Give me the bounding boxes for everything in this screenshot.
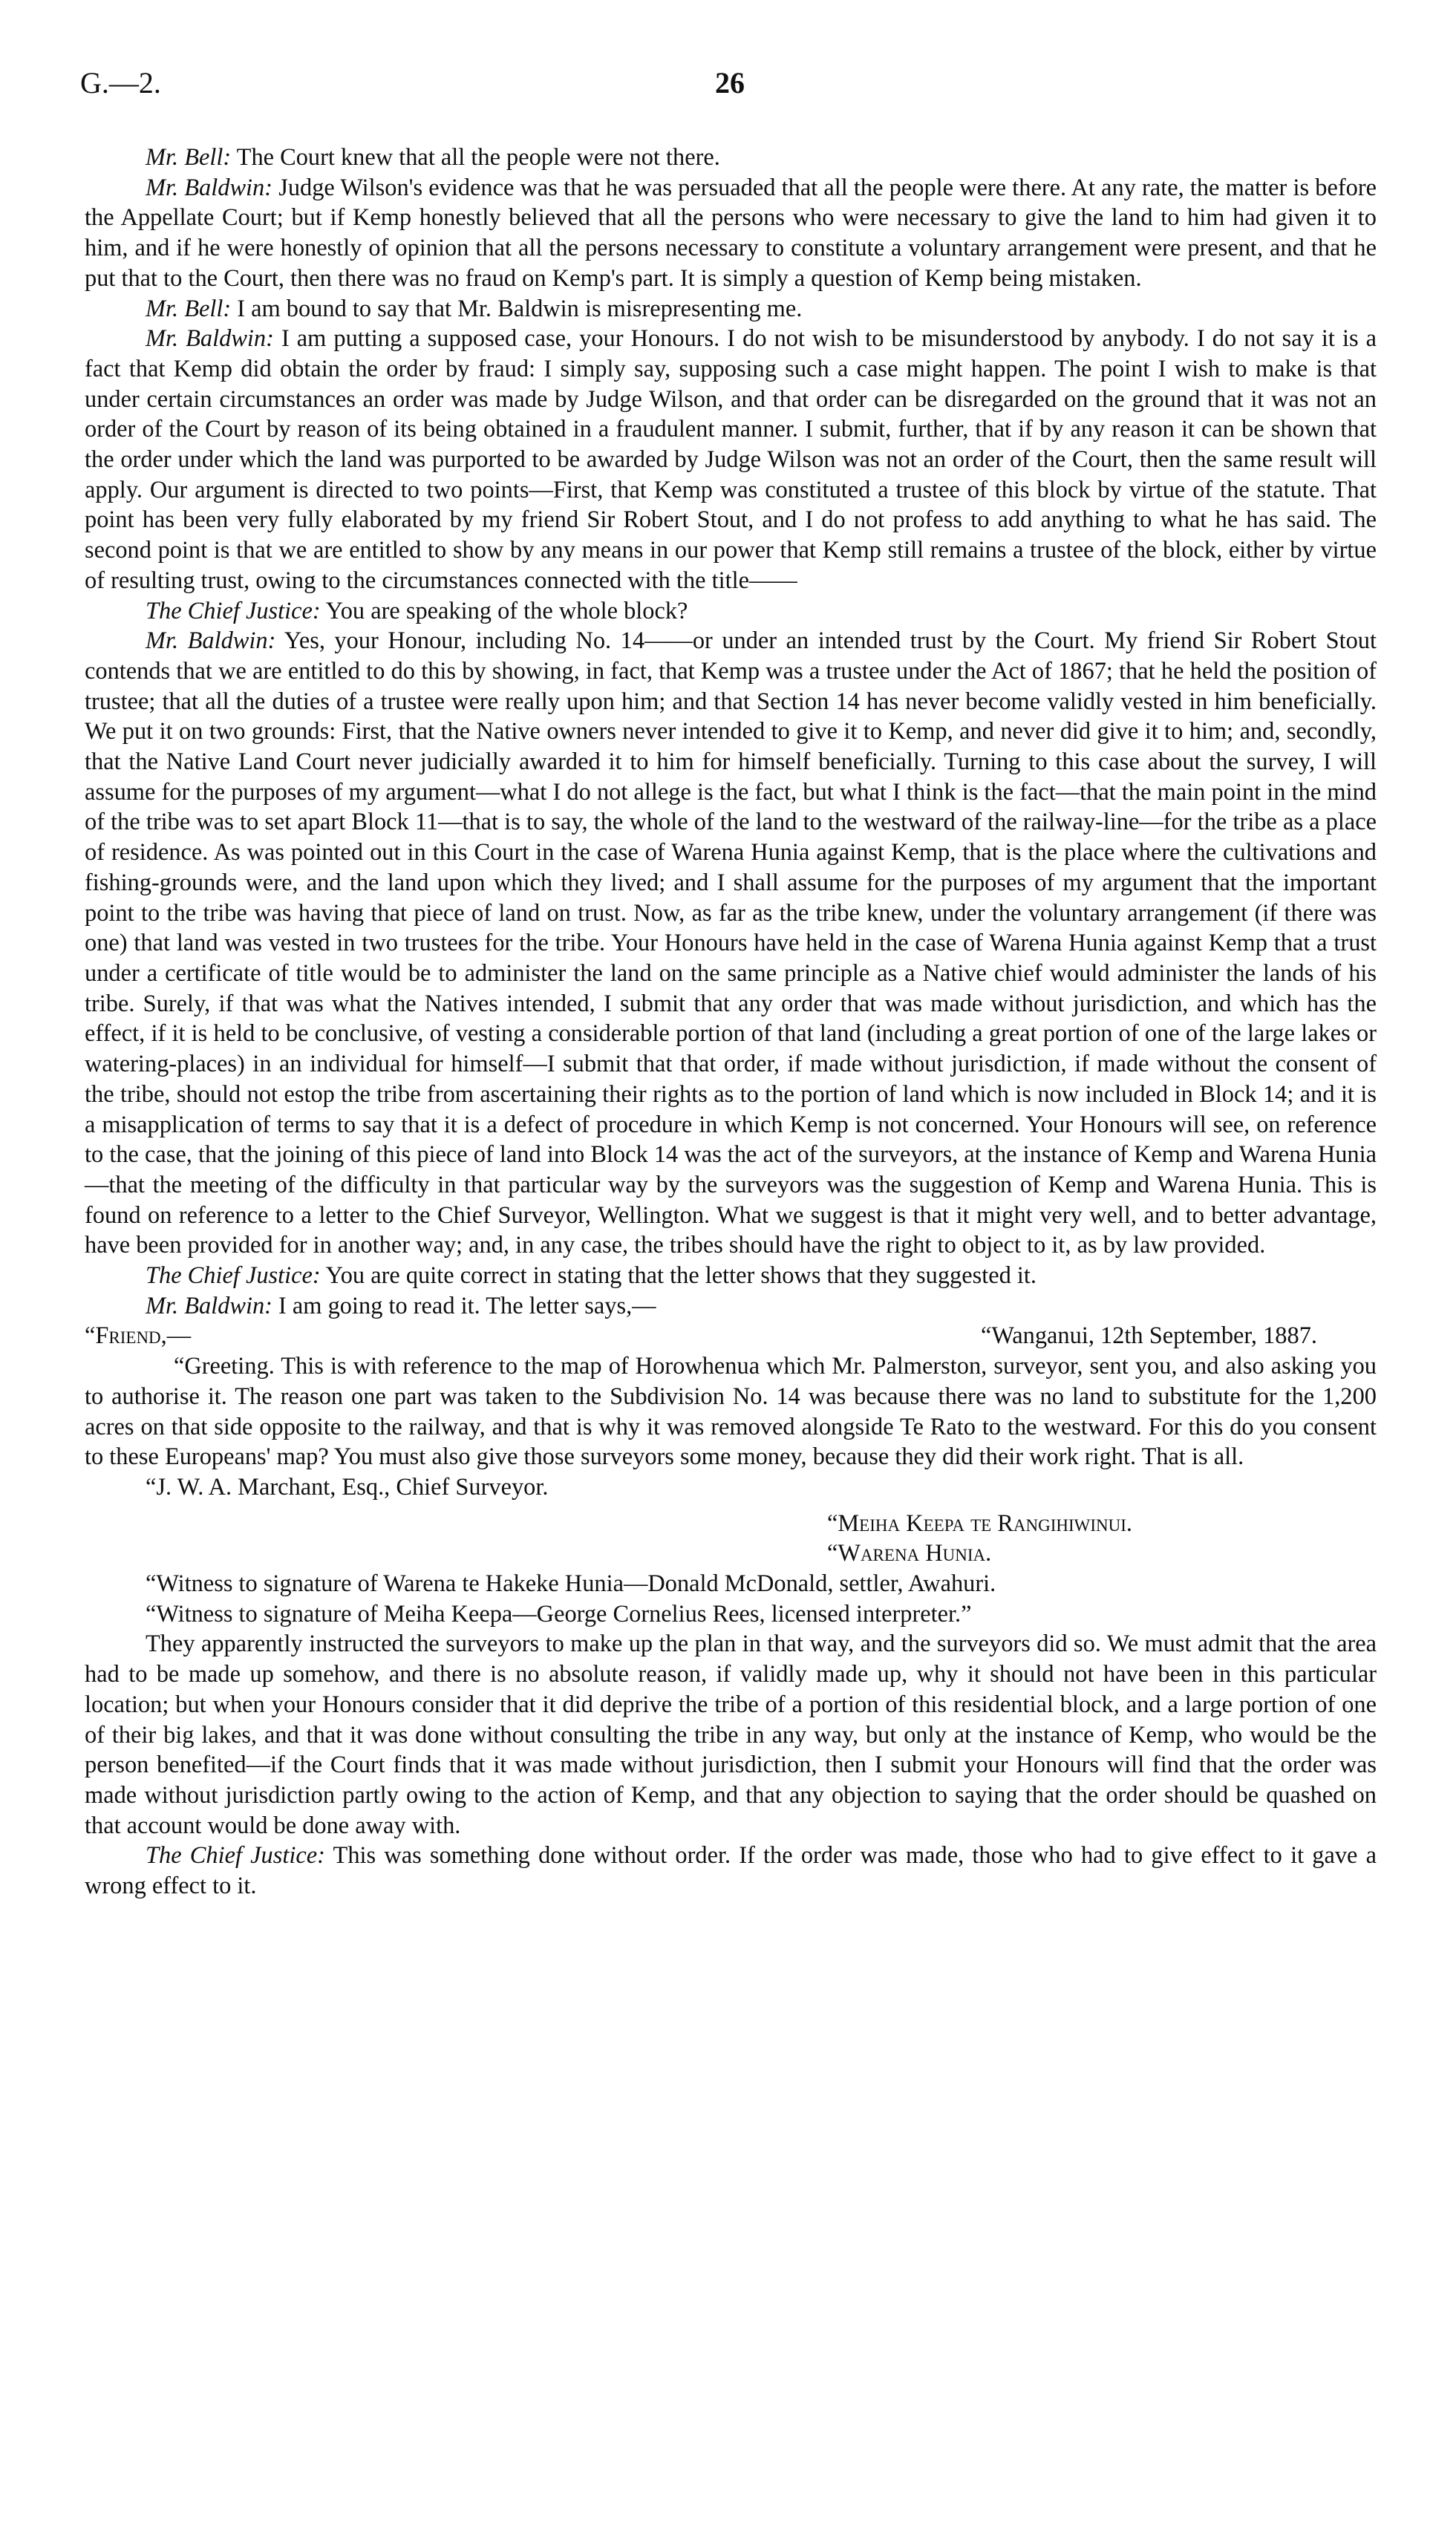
paragraph-chief-justice-3 <box>85 1841 1377 1901</box>
paragraph-baldwin-4 <box>85 1291 1377 1322</box>
letter-body: “Greeting. This is with reference to the map of Horowhenua which Mr. Palmerston, surveyor, sent you, and also asking you to authorise it. The reason one part was taken to the Subdivision No. 14 was because there was no land to substitute for the 1,200 acres on that side opposite to the railway, and that is why it was removed alongside Te Rato to the westward. For this do you consent to these Europeans' map? You must also give those surveyors some money, because they did their work right. That is all. <box>85 1353 1377 1471</box>
speech-text: This was something done without order. If the order was made, those who had to give effect to it gave a wrong effect to it. <box>85 1842 1377 1900</box>
speech-text: I am going to read it. The letter says,— <box>272 1292 656 1319</box>
speech-text: The Court knew that all the people were not there. <box>231 144 720 171</box>
speaker-name: Mr. Baldwin: <box>146 627 276 655</box>
speaker-name: Mr. Bell: <box>146 295 232 322</box>
speaker-name: Mr. Bell: <box>146 144 232 171</box>
paragraph-bell-1 <box>85 143 1377 173</box>
speaker-name: Mr. Baldwin: <box>146 174 273 201</box>
paragraph-after-letter: They apparently instructed the surveyors to make up the plan in that way, and the surveyors did so. We must admit that the area had to be made up somehow, and there is no absolute reason, if validly made up, why it should not have been in this particular location; but when your Honours consider that it did deprive the tribe of a portion of this residential block, and a large portion of one of their big lakes, and that it was done without consulting the tribe in any way, but only at the instance of Kemp, who would be the person benefited—if the Court finds that it was made without jurisdiction, then I submit your Honours will find that the order was made without jurisdiction partly owing to the action of Kemp, and that any objection to saying that the order should be quashed on that account would be done away with. <box>85 1630 1377 1839</box>
speaker-name: Mr. Baldwin: <box>146 1292 272 1319</box>
speaker-name: Mr. Baldwin: <box>146 325 274 353</box>
letter-salutation: “Friend,— <box>85 1322 192 1350</box>
speech-text: I am bound to say that Mr. Baldwin is misrepresenting me. <box>231 295 803 322</box>
paragraph-baldwin-2 <box>85 324 1377 595</box>
paragraph-bell-2 <box>85 294 1377 324</box>
paragraph-baldwin-1 <box>85 173 1377 294</box>
paragraph-chief-justice-2 <box>85 1261 1377 1291</box>
page-number: 26 <box>715 66 745 99</box>
letter-signature-2: “Warena Hunia. <box>827 1540 992 1567</box>
letter-witness-2: “Witness to signature of Meiha Keepa—George Cornelius Rees, licensed interpreter.” <box>146 1600 972 1628</box>
speech-text: Yes, your Honour, including No. 14——or under an intended trust by the Court. My friend Sir Robert Stout contends that we are entitled to do this by showing, in fact, that Kemp was a trustee under the Act of 1867; that he held the position of trustee; that all the duties of a trustee were really upon him; and that Section 14 has never become validly vested in him beneficially. We put it on two grounds: First, that the Native owners never intended to give it to Kemp, and never did give it to him; and, secondly, that the Native Land Court never judicially awarded it to him for himself beneficially. Turning to this case about the survey, I will assume for the purposes of my argument—what I do not allege is the fact, but what I think is the fact—that the main point in the mind of the tribe was to set apart Block 11—that is to say, the whole of the land to the westward of the railway-line—for the tribe as a place of residence. As was pointed out in this Court in the case of Warena Hunia against Kemp, that is the place where the cultivations and fishing-grounds were, and the land upon which they lived; and I shall assume for the purposes of my argument that the important point to the tribe was having that piece of land on trust. Now, as far as the tribe knew, under the voluntary arrangement (if there was one) that land was vested in two trustees for the tribe. Your Honours have held in the case of Warena Hunia against Kemp that a trust under a certificate of title would be to administer the land on the same principle as a Native chief would administer the lands of his tribe. Surely, if that was what the Natives intended, I submit that any order that was made without jurisdiction, and which has the effect, if it is held to be conclusive, of vesting a considerable portion of that land (including a great portion of one of the large lakes or watering-places) in an individual for himself—I submit that that order, if made without jurisdiction, if made without the consent of the tribe, should not estop the tribe from ascertaining their rights as to the portion of land which is now included in Block 14; and it is a misapplication of terms to say that it is a defect of procedure in which Kemp is not concerned. Your Honours will see, on reference to the case, that the joining of this piece of land into Block 14 was the act of the surveyors, at the instance of Kemp and Warena Hunia—that the meeting of the difficulty in that particular way by the surveyors was the suggestion of Kemp and Warena Hunia. This is found on reference to a letter to the Chief Surveyor, Wellington. What we suggest is that it might very well, and to better advantage, have been provided for in another way; and, in any case, the tribes should have the right to object to it, as by law provided. <box>85 627 1377 1259</box>
transcript-body <box>85 143 1377 1901</box>
speaker-name: The Chief Justice: <box>146 597 321 624</box>
speech-text: You are speaking of the whole block? <box>320 597 688 624</box>
letter-signature-1: “Meiha Keepa te Rangihiwinui. <box>827 1509 1132 1537</box>
speech-text: I am putting a supposed case, your Honours. I do not wish to be misunderstood by anybody. I do not say it is a fact that Kemp did obtain the order by fraud: I simply say, supposing such a case might happen. The point I wish to make is that under certain circumstances an order was made by Judge Wilson, and that order can be disregarded on the ground that it was not an order of the Court by reason of its being obtained in a fraudulent manner. I submit, further, that if by any reason it can be shown that the order under which the land was purported to be awarded by Judge Wilson was not an order of the Court, then the same result will apply. Our argument is directed to two points—First, that Kemp was constituted a trustee of this block by virtue of the statute. That point has been very fully elaborated by my friend Sir Robert Stout, and I do not profess to add anything to what he has said. The second point is that we are entitled to show by any means in our power that Kemp still remains a trustee of the block, either by virtue of resulting trust, owing to the circumstances connected with the title—— <box>85 325 1377 594</box>
paragraph-baldwin-3 <box>85 626 1377 1261</box>
letter-witness-1: “Witness to signature of Warena te Hakeke Hunia—Donald McDonald, settler, Awahuri. <box>146 1570 996 1598</box>
document-reference: G.—2. <box>80 66 161 99</box>
paragraph-chief-justice-1 <box>85 596 1377 627</box>
page-header <box>80 65 1380 110</box>
letter-place-date: “Wanganui, 12th September, 1887. <box>980 1322 1317 1350</box>
letter-heading <box>85 1321 1377 1351</box>
speech-text: You are quite correct in stating that the letter shows that they suggested it. <box>320 1262 1036 1290</box>
speech-text: Judge Wilson's evidence was that he was persuaded that all the people were there. At any rate, the matter is before the Appellate Court; but if Kemp honestly believed that all the persons who were necessary to give the land to him had given it to him, and if he were honestly of opinion that all the persons necessary to constitute a voluntary arrangement were present, and that he put that to the Court, then there was no fraud on Kemp's part. It is simply a question of Kemp being mistaken. <box>85 174 1377 292</box>
speaker-name: The Chief Justice: <box>146 1262 321 1290</box>
speaker-name: The Chief Justice: <box>146 1842 325 1870</box>
letter-addressee: “J. W. A. Marchant, Esq., Chief Surveyor. <box>146 1473 549 1501</box>
